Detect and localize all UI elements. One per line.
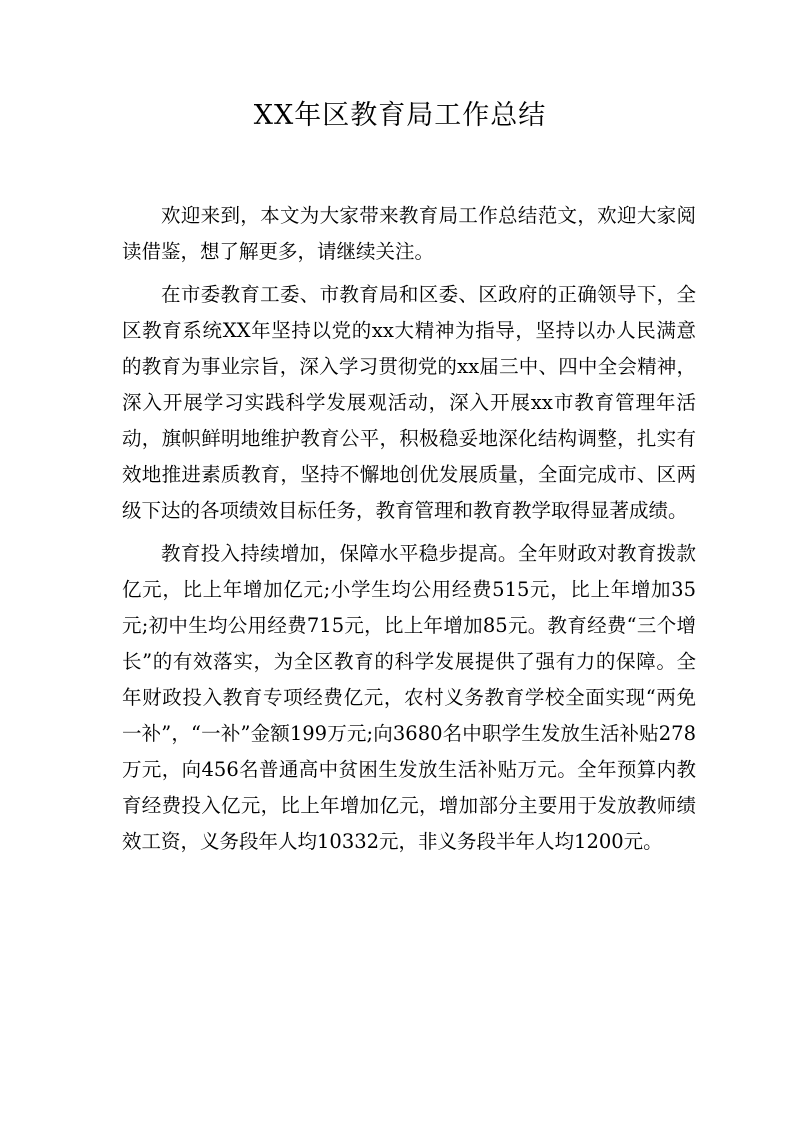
paragraph-leadership: 在市委教育工委、市教育局和区委、区政府的正确领导下，全区教育系统XX年坚持以党的xx大精神为指导，坚持以办人民满意的教育为事业宗旨，深入学习贯彻党的xx届三中、四中全会精神，深入开展学习实践科学发展观活动，深入开展xx市教育管理年活动，旗帜鲜明地维护教育公平，积极稳妥地深化结构调整，扎实有效地推进素质教育，坚持不懈地创优发展质量，全面完成市、区两级下达的各项绩效目标任务，教育管理和教育教学取得显著成绩。 [122, 283, 696, 522]
document-body [122, 198, 696, 867]
document-title: XX年区教育局工作总结 [253, 100, 547, 131]
paragraph-intro: 欢迎来到，本文为大家带来教育局工作总结范文，欢迎大家阅读借鉴，想了解更多，请继续关注。 [122, 204, 696, 263]
paragraph-funding: 教育投入持续增加，保障水平稳步提高。全年财政对教育拨款亿元，比上年增加亿元;小学生均公用经费515元，比上年增加35元;初中生均公用经费715元，比上年增加85元。教育经费“三个增长”的有效落实，为全区教育的科学发展提供了强有力的保障。全年财政投入教育专项经费亿元，农村义务教育学校全面实现“两免一补”，“一补”金额199万元;向3680名中职学生发放生活补贴278万元，向456名普通高中贫困生发放生活补贴万元。全年预算内教育经费投入亿元，比上年增加亿元，增加部分主要用于发放教师绩效工资，义务段年人均10332元，非义务段半年人均1200元。 [122, 542, 696, 853]
